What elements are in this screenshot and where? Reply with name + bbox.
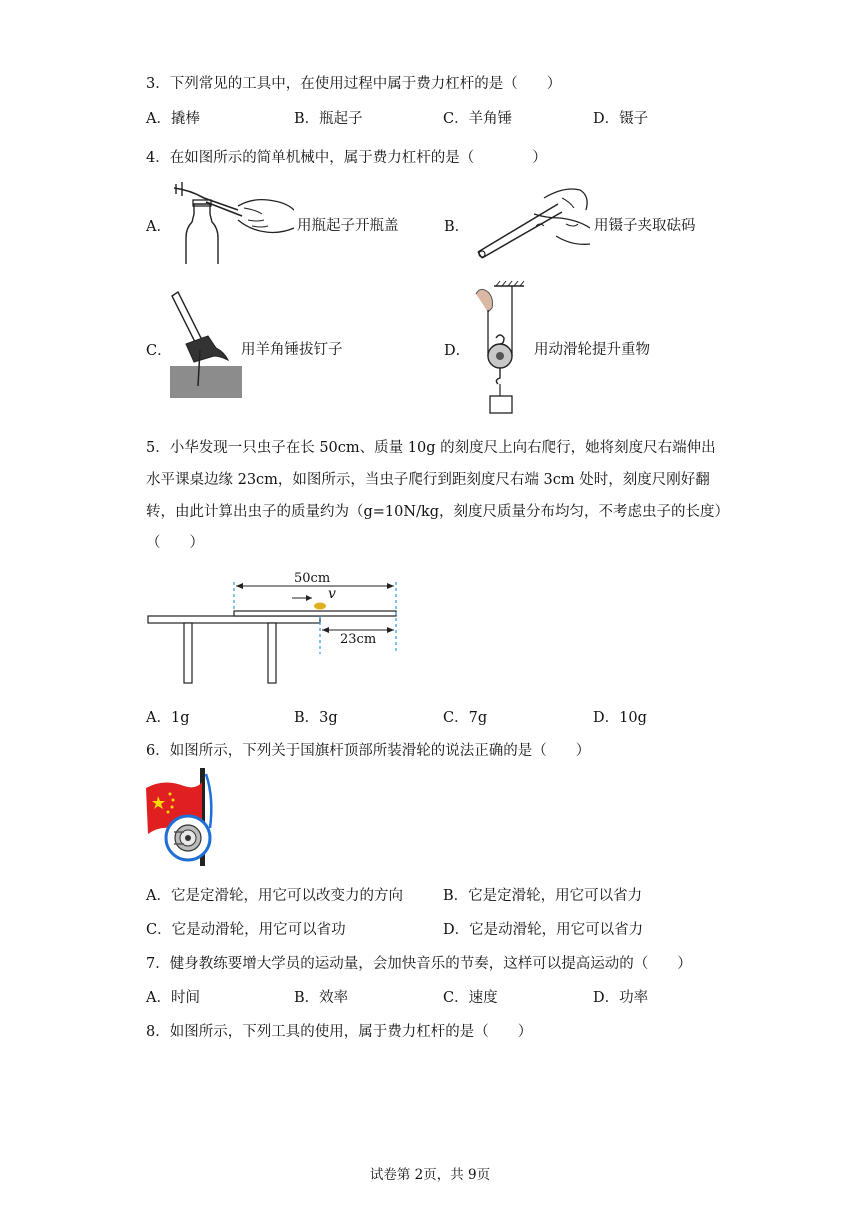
q3-option-b: B．瓶起子 bbox=[294, 111, 363, 127]
q4-option-c-letter: C． bbox=[146, 343, 172, 359]
q3-option-a: A．撬棒 bbox=[146, 111, 200, 127]
q4-option-a-caption: 用瓶起子开瓶盖 bbox=[297, 218, 399, 234]
page-footer: 试卷第 2页，共 9页 bbox=[369, 1167, 491, 1183]
tweezers-icon bbox=[474, 184, 590, 262]
q5-option-b: B．3g bbox=[294, 710, 338, 726]
bug-icon bbox=[314, 603, 326, 610]
q6-stem: 6．如图所示，下列关于国旗杆顶部所装滑轮的说法正确的是（ ） bbox=[146, 743, 591, 759]
q5-figure-velocity-label: v bbox=[328, 586, 336, 602]
claw-hammer-icon bbox=[168, 290, 244, 400]
q4-stem: 4．在如图所示的简单机械中，属于费力杠杆的是（ ） bbox=[146, 150, 547, 166]
ruler bbox=[234, 611, 396, 616]
q4-option-b-caption: 用镊子夹取砝码 bbox=[594, 218, 696, 234]
q6-option-a: A．它是定滑轮，用它可以改变力的方向 bbox=[146, 888, 403, 904]
q5-option-d: D．10g bbox=[593, 710, 647, 726]
q6-option-c: C．它是动滑轮，用它可以省功 bbox=[146, 922, 346, 938]
q7-option-b: B．效率 bbox=[294, 990, 349, 1006]
flagpole-pulley-icon bbox=[144, 768, 220, 866]
q5-stem-line-2: 水平课桌边缘 23cm，如图所示，当虫子爬行到距刻度尺右端 3cm 处时，刻度尺刚好翻 bbox=[146, 472, 710, 488]
q3-option-d: D．镊子 bbox=[593, 111, 649, 127]
q4-option-c-caption: 用羊角锤拔钉子 bbox=[241, 342, 343, 358]
q4-option-d-letter: D． bbox=[444, 343, 471, 359]
q8-stem: 8．如图所示，下列工具的使用，属于费力杠杆的是（ ） bbox=[146, 1024, 533, 1040]
q3-option-c: C．羊角锤 bbox=[443, 111, 513, 127]
q7-option-c: C．速度 bbox=[443, 990, 498, 1006]
q7-option-a: A．时间 bbox=[146, 990, 200, 1006]
bottle-opener-icon bbox=[168, 180, 294, 264]
table-leg-left bbox=[184, 623, 192, 683]
q5-figure-length-label: 50cm bbox=[294, 571, 331, 586]
q4-option-d-caption: 用动滑轮提升重物 bbox=[534, 342, 650, 358]
q7-option-d: D．功率 bbox=[593, 990, 649, 1006]
q4-option-b-letter: B． bbox=[444, 219, 470, 235]
q5-stem-line-3: 转，由此计算出虫子的质量约为（g=10N/kg，刻度尺质量分布均匀，不考虑虫子的长度） bbox=[146, 504, 730, 520]
q3-stem: 3．下列常见的工具中，在使用过程中属于费力杠杆的是（ ） bbox=[146, 76, 562, 92]
q6-option-b: B．它是定滑轮，用它可以省力 bbox=[443, 888, 643, 904]
q5-option-a: A．1g bbox=[146, 710, 190, 726]
q4-option-a-letter: A． bbox=[146, 219, 171, 235]
q5-stem-line-4: （ ） bbox=[146, 535, 204, 551]
q5-option-c: C．7g bbox=[443, 710, 488, 726]
movable-pulley-icon bbox=[470, 280, 530, 416]
q7-stem: 7．健身教练要增大学员的运动量，会加快音乐的节奏，这样可以提高运动的（ ） bbox=[146, 956, 692, 972]
q5-figure-overhang-label: 23cm bbox=[340, 632, 377, 647]
q5-stem-line-1: 5．小华发现一只虫子在长 50cm、质量 10g 的刻度尺上向右爬行，她将刻度尺右端伸出 bbox=[146, 440, 716, 456]
ruler-table-diagram bbox=[146, 568, 402, 686]
table-top bbox=[148, 616, 320, 623]
q6-option-d: D．它是动滑轮，用它可以省力 bbox=[443, 922, 644, 938]
table-leg-right bbox=[268, 623, 276, 683]
